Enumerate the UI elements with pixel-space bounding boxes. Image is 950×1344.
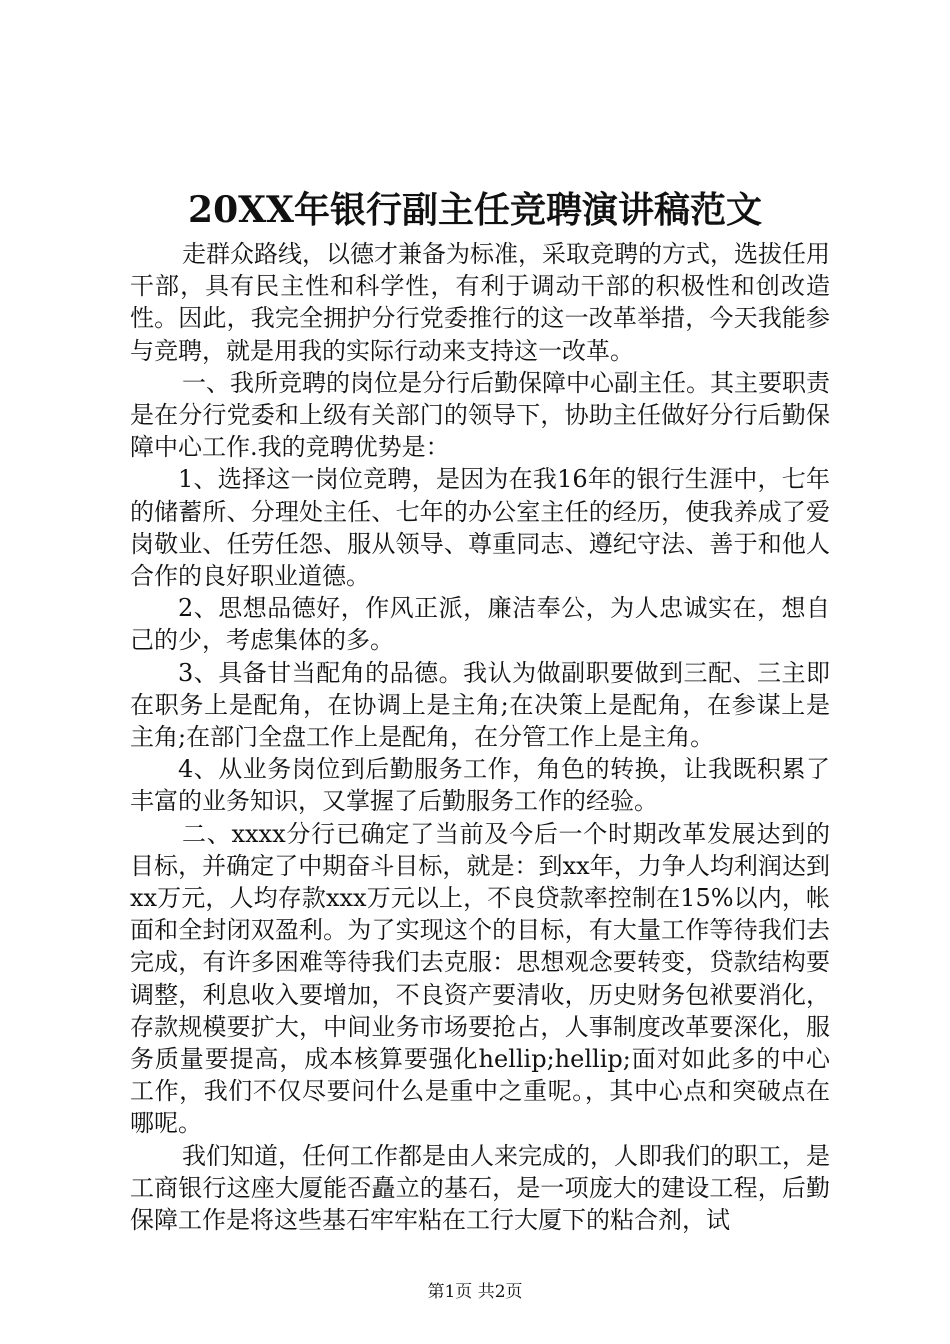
document-title: 20XX年银行副主任竞聘演讲稿范文 bbox=[188, 189, 762, 231]
paragraph-point-4: 4、从业务岗位到后勤服务工作，角色的转换，让我既积累了丰富的业务知识，又掌握了后勤服务工作的经验。 bbox=[130, 755, 830, 816]
paragraph-section-one: 一、我所竞聘的岗位是分行后勤保障中心副主任。其主要职责是在分行党委和上级有关部门的领导下，协助主任做好分行后勤保障中心工作.我的竞聘优势是： bbox=[130, 368, 830, 462]
document-body bbox=[130, 238, 830, 1236]
paragraph-intro: 走群众路线，以德才兼备为标准，采取竞聘的方式，选拔任用干部，具有民主性和科学性，有利于调动干部的积极性和创改造性。因此，我完全拥护分行党委推行的这一改革举措，今天我能参与竞聘，就是用我的实际行动来支持这一改革。 bbox=[130, 240, 830, 365]
page-footer: 第1页 共2页 bbox=[427, 1282, 523, 1302]
paragraph-point-1: 1、选择这一岗位竞聘，是因为在我16年的银行生涯中，七年的储蓄所、分理处主任、七年的办公室主任的经历，使我养成了爱岗敬业、任劳任怨、服从领导、尊重同志、遵纪守法、善于和他人合作的良好职业道德。 bbox=[130, 465, 830, 591]
paragraph-point-2: 2、思想品德好，作风正派，廉洁奉公，为人忠诚实在，想自己的少，考虑集体的多。 bbox=[130, 594, 830, 655]
paragraph-closing: 我们知道，任何工作都是由人来完成的，人即我们的职工，是工商银行这座大厦能否矗立的基石，是一项庞大的建设工程，后勤保障工作是将这些基石牢牢粘在工行大厦下的粘合剂，试 bbox=[130, 1141, 830, 1235]
paragraph-point-3: 3、具备甘当配角的品德。我认为做副职要做到三配、三主即在职务上是配角，在协调上是主角;在决策上是配角，在参谋上是主角;在部门全盘工作上是配角，在分管工作上是主角。 bbox=[130, 658, 830, 752]
paragraph-section-two: 二、xxxx分行已确定了当前及今后一个时期改革发展达到的目标，并确定了中期奋斗目标，就是：到xx年，力争人均利润达到xx万元，人均存款xxx万元以上，不良贷款率控制在15%以内，帐面和全封闭双盈利。为了实现这个的目标，有大量工作等待我们去完成，有许多困难等待我们去克服：思想观念要转变，贷款结构要调整，利息收入要增加，不良资产要清收，历史财务包袱要消化，存款规模要扩大，中间业务市场要抢占，人事制度改革要深化，服务质量要提高，成本核算要强化hellip;hellip;面对如此多的中心工作，我们不仅尽要问什么是重中之重呢。，其中心点和突破点在哪呢。 bbox=[130, 819, 830, 1138]
